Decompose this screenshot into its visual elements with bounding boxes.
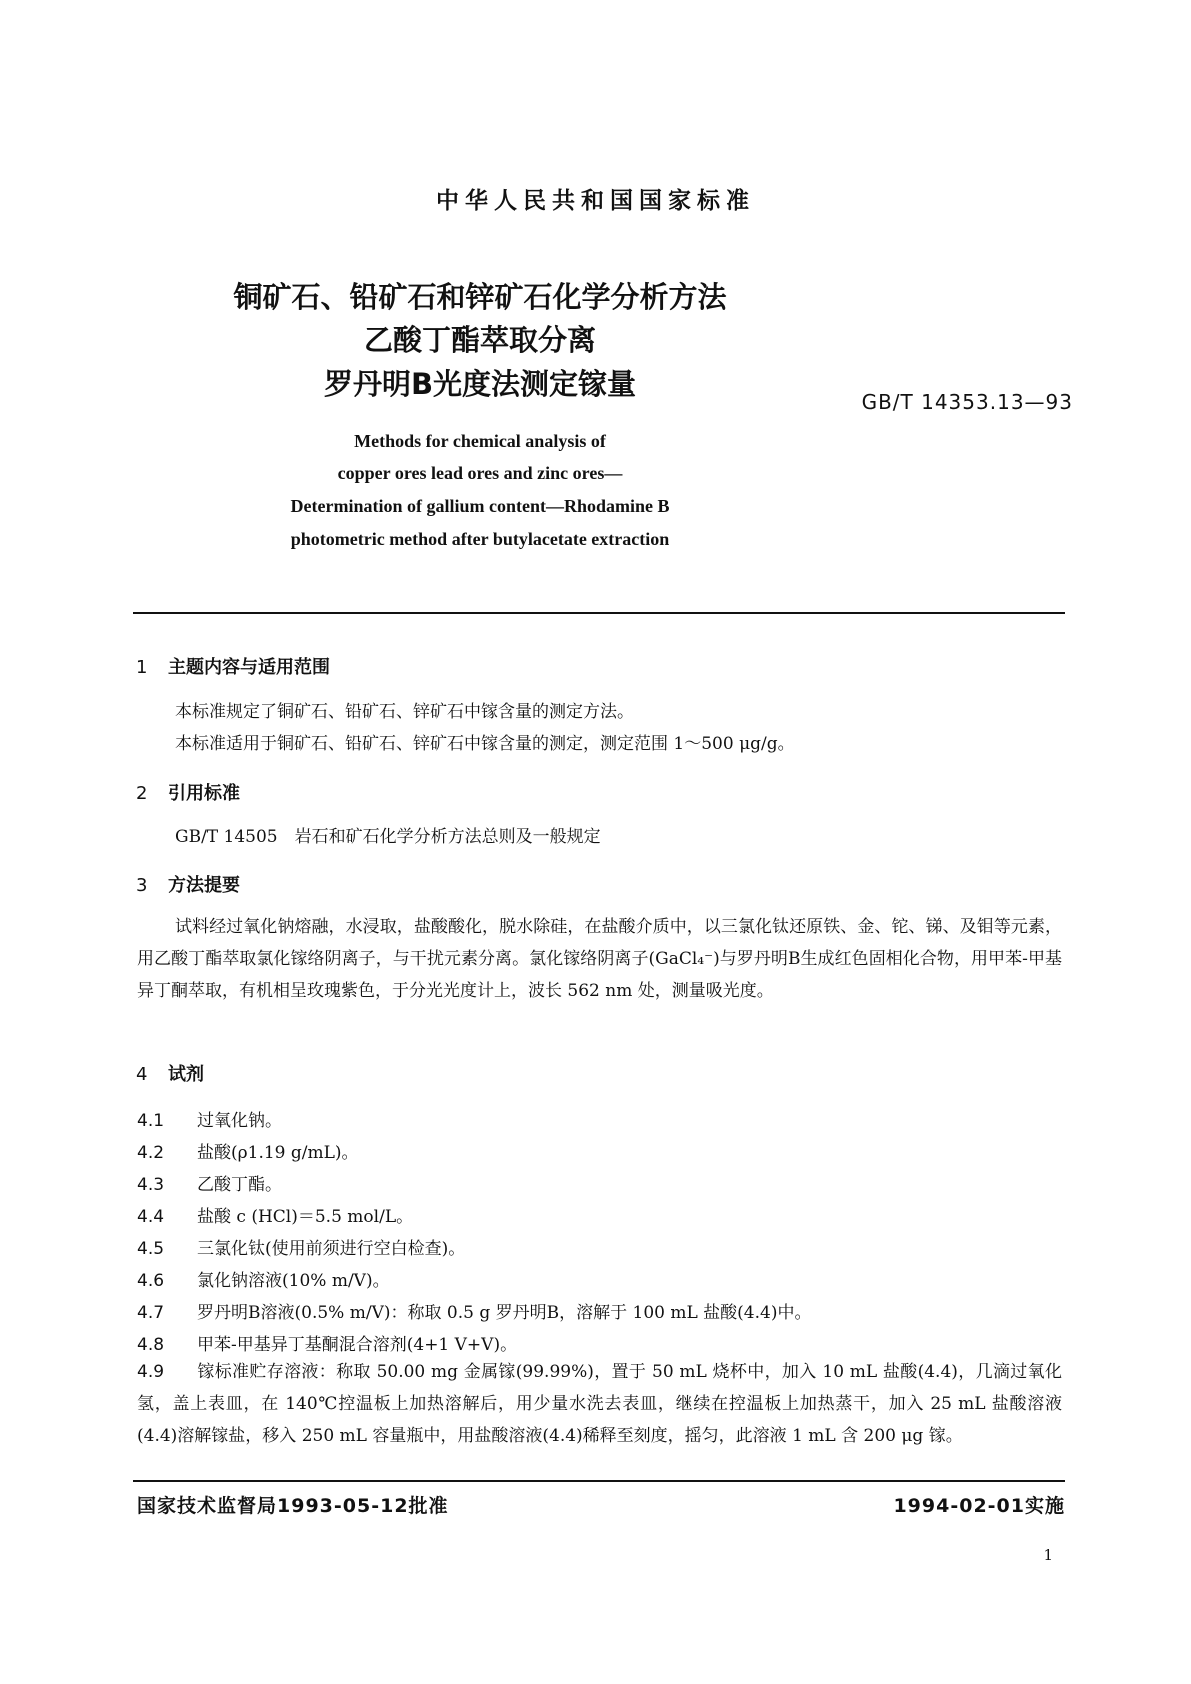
section-1-title: 主题内容与适用范围	[168, 657, 330, 678]
section-2-title: 引用标准	[168, 783, 240, 804]
approval-date: 国家技术监督局1993-05-12批准	[137, 1495, 449, 1517]
reagent-text: 氯化钠溶液(10% m/V)。	[197, 1271, 390, 1291]
top-divider	[133, 612, 1065, 614]
section-3-title: 方法提要	[168, 875, 240, 896]
section-1-line-2: 本标准适用于铜矿石、铅矿石、锌矿石中镓含量的测定，测定范围 1～500 μg/g。	[175, 734, 795, 754]
reagent-item	[137, 1170, 282, 1195]
section-1-heading	[136, 653, 330, 679]
section-3-paragraph: 试料经过氧化钠熔融，水浸取，盐酸酸化，脱水除硅，在盐酸介质中，以三氯化钛还原铁、金、铊、锑、及钼等元素，用乙酸丁酯萃取氯化镓络阴离子，与干扰元素分离。氯化镓络阴离子(GaCl₄⁻)与罗丹明B生成红色固相化合物，用甲苯-甲基异丁酮萃取，有机相呈玫瑰紫色，于分光光度计上，波长 562 nm 处，测量吸光度。	[137, 917, 1062, 1001]
standard-number: GB/T 14353.13—93	[861, 390, 1073, 414]
reagent-item	[137, 1298, 811, 1323]
section-3-number: 3	[136, 875, 148, 896]
section-1-line-1: 本标准规定了铜矿石、铅矿石、锌矿石中镓含量的测定方法。	[175, 702, 634, 722]
title-cn-line-1: 铜矿石、铅矿石和锌矿石化学分析方法	[233, 280, 727, 314]
reagent-text: 过氧化钠。	[197, 1111, 282, 1131]
reagent-number: 4.2	[137, 1143, 165, 1163]
reagent-item	[137, 1138, 359, 1163]
reagent-text: 三氯化钛(使用前须进行空白检查)。	[197, 1239, 466, 1259]
reagent-number: 4.5	[137, 1239, 165, 1259]
bottom-divider	[133, 1480, 1065, 1482]
reagent-text: 镓标准贮存溶液：称取 50.00 mg 金属镓(99.99%)，置于 50 mL 烧杯中，加入 10 mL 盐酸(4.4)，几滴过氧化氢，盖上表皿，在 140℃控温板上加热溶解后，用少量水洗去表皿，继续在控温板上加热蒸干，加入 25 mL 盐酸溶液(4.4)溶解镓盐，移入 250 mL 容量瓶中，用盐酸溶液(4.4)稀释至刻度，摇匀，此溶液 1 mL 含 200 μg 镓。	[137, 1362, 1062, 1446]
reagent-number: 4.8	[137, 1335, 165, 1355]
reagent-item	[137, 1234, 465, 1259]
page-number: 1	[1043, 1546, 1053, 1564]
reagent-number: 4.9	[137, 1362, 165, 1382]
title-cn-line-3: 罗丹明B光度法测定镓量	[323, 367, 637, 401]
reagent-item	[137, 1266, 390, 1291]
reagent-item	[137, 1106, 282, 1131]
reagent-item	[137, 1202, 413, 1227]
title-en-line-4: photometric method after butylacetate extraction	[290, 529, 670, 549]
title-en-line-1: Methods for chemical analysis of	[354, 431, 606, 451]
section-4-number: 4	[136, 1064, 148, 1085]
title-cn-line-2: 乙酸丁酯萃取分离	[363, 323, 596, 357]
reagent-text: 盐酸(ρ1.19 g/mL)。	[197, 1143, 359, 1163]
reagent-item-4-9	[137, 1356, 1062, 1452]
reagent-text: 乙酸丁酯。	[197, 1175, 282, 1195]
national-standard-heading: 中华人民共和国国家标准	[436, 188, 755, 214]
reagent-text: 盐酸 c (HCl)＝5.5 mol/L。	[197, 1207, 414, 1227]
section-1-number: 1	[136, 657, 148, 678]
reagent-text: 罗丹明B溶液(0.5% m/V)：称取 0.5 g 罗丹明B，溶解于 100 mL 盐酸(4.4)中。	[197, 1303, 812, 1323]
section-2-number: 2	[136, 783, 148, 804]
section-3-heading	[136, 871, 240, 897]
section-4-title: 试剂	[168, 1064, 204, 1085]
title-en-line-3: Determination of gallium content—Rhodamine B	[290, 496, 670, 516]
reagent-item	[137, 1330, 517, 1355]
section-2-line: GB/T 14505 岩石和矿石化学分析方法总则及一般规定	[175, 827, 601, 847]
reagent-number: 4.7	[137, 1303, 165, 1323]
reagent-number: 4.6	[137, 1271, 165, 1291]
section-2-heading	[136, 779, 240, 805]
reagent-number: 4.3	[137, 1175, 165, 1195]
section-4-heading	[136, 1060, 204, 1086]
reagent-text: 甲苯-甲基异丁基酮混合溶剂(4+1 V+V)。	[197, 1335, 518, 1355]
effective-date: 1994-02-01实施	[893, 1495, 1065, 1517]
title-en-line-2: copper ores lead ores and zinc ores—	[337, 463, 623, 483]
reagent-number: 4.1	[137, 1111, 165, 1131]
reagent-number: 4.4	[137, 1207, 165, 1227]
